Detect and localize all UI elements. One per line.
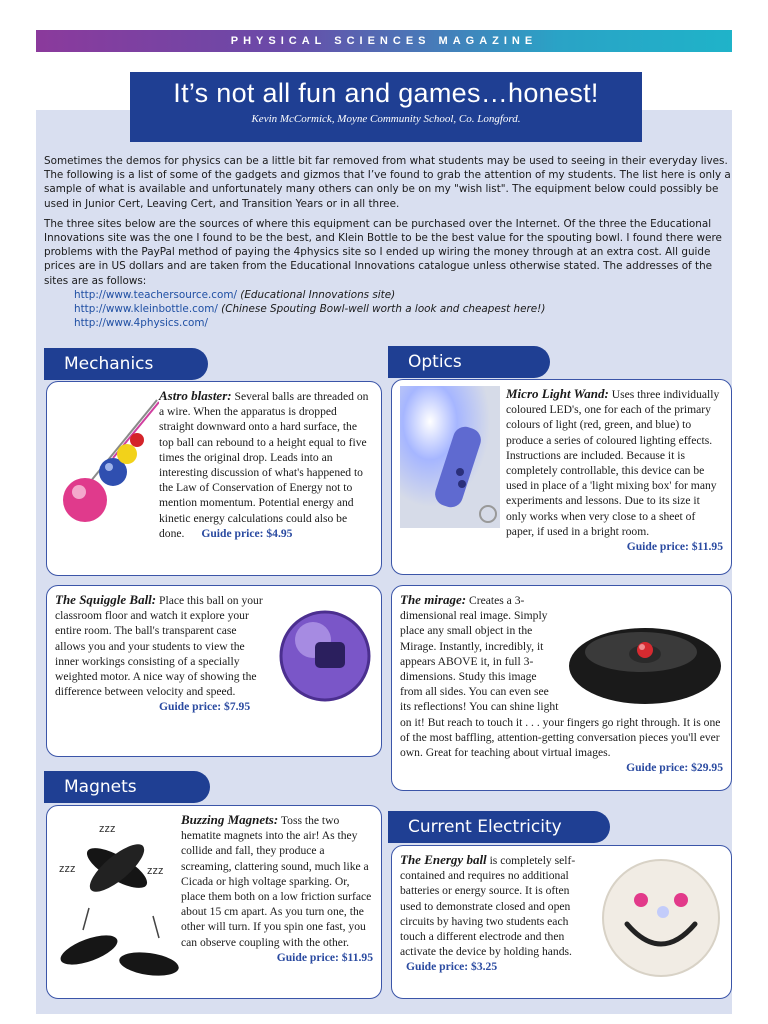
intro-paragraph-1: Sometimes the demos for physics can be a little bit far removed from what students may be used to seeing in their everyday lives. The following is a list of some of the gadgets and gizmos that I’ve found to grab the attention of my students. The list here is only a sample of what is available and unfortunately many others can only be on my "wish list". The equipment below could possibly be used in Junior Cert, Leaving Cert, and Transition Years or in all three. (44, 155, 731, 210)
link-teachersource[interactable]: http://www.teachersource.com/ (74, 288, 237, 301)
article-title: It’s not all fun and games…honest! (173, 78, 599, 108)
astro-blaster-name: Astro blaster: (159, 388, 232, 403)
link-note: (Chinese Spouting Bowl-well worth a look and cheapest here!) (221, 303, 546, 316)
intro-paragraph-2: The three sites below are the sources of where this equipment can be purchased over the Internet. Of the three the Educational Innovations site was the one I found to be the best, and Klein Bottle to be the best value for the spouting bowl. I found there were problems with the PayPal method of paying the 4physics site so I ended up wiring the money through at an extra cost. All guide prices are in US dollars and are taken from the Educational Innovations catalogue unless otherwise stated. The addresses of the sites are as follows: (44, 217, 722, 287)
light-wand-price: Guide price: $11.95 (626, 540, 723, 554)
link-4physics[interactable]: http://www.4physics.com/ (74, 317, 209, 330)
zzz-label: zzz (99, 823, 116, 835)
astro-blaster-text: Several balls are threaded on a wire. When the apparatus is dropped straight downward onto a hard surface, the top ball can rebound to a height equal to five times the original drop. Leads into an interesting discussion of what's happened to the Law of Conservation of Energy not to mention momentum. Potential energy and kinetic energy calculations could also be done. (159, 390, 369, 540)
squiggle-ball-price: Guide price: $7.95 (159, 700, 251, 714)
card-mirage (391, 585, 732, 791)
mirage-photo (563, 610, 723, 710)
magazine-banner: PHYSICAL SCIENCES MAGAZINE (36, 30, 732, 52)
section-magnets: Magnets (44, 771, 210, 803)
zzz-label: zzz (59, 863, 76, 875)
card-buzzing-magnets (46, 805, 382, 999)
card-micro-light-wand (391, 379, 732, 575)
intro-text (44, 154, 734, 330)
title-box (130, 72, 642, 142)
buzzing-magnets-name: Buzzing Magnets: (181, 812, 279, 827)
squiggle-ball-name: The Squiggle Ball: (55, 592, 157, 607)
buzzing-magnets-price: Guide price: $11.95 (276, 950, 373, 964)
section-optics: Optics (388, 346, 550, 378)
section-mechanics: Mechanics (44, 348, 208, 380)
link-kleinbottle[interactable]: http://www.kleinbottle.com/ (74, 303, 218, 316)
astro-blaster-price: Guide price: $4.95 (201, 526, 293, 540)
mirage-price: Guide price: $29.95 (626, 761, 723, 775)
squiggle-ball-photo (273, 600, 373, 710)
site-links (74, 288, 734, 331)
zzz-label: zzz (147, 865, 164, 877)
energy-ball-photo (599, 852, 723, 982)
astro-blaster-photo (55, 388, 159, 548)
energy-ball-text: is completely self-contained and requires no additional batteries or energy source. It is often used to demonstrate closed and open circuits by having two students each touch a different electrode and then activate the device by holding hands. (400, 854, 576, 959)
section-current-electricity: Current Electricity (388, 811, 610, 843)
card-energy-ball (391, 845, 732, 999)
card-astro-blaster (46, 381, 382, 576)
buzzing-magnets-text: Toss the two hematite magnets into the air! As they collide and fall, they produce a screaming, clattering sound, much like a Cicada or high voltage sparking. Or, place them both on a low friction surface about 15 cm apart. As you turn one, the other will turn. If you spin one fast, you can observe coupling with the other. (181, 814, 372, 949)
card-squiggle-ball (46, 585, 382, 757)
energy-ball-price: Guide price: $3.25 (406, 960, 498, 974)
light-wand-text: Uses three individually coloured LED's, one for each of the primary colours of light (red, green, and blue) to produce a series of coloured lighting effects. Instructions are included. Because it is completely controllable, this device can be used in place of a 'light mixing box' for many experiments and lessons. Due to its size it only works when very close to a sheet of paper, if used in a bright room. (506, 388, 720, 538)
article-author: Kevin McCormick, Moyne Community School, Co. Longford. (251, 113, 521, 125)
link-note: (Educational Innovations site) (240, 288, 396, 301)
light-wand-name: Micro Light Wand: (506, 386, 609, 401)
energy-ball-name: The Energy ball (400, 852, 487, 867)
mirage-text: Creates a 3-dimensional real image. Simply place any small object in the Mirage. Instantly, incredibly, it appears ABOVE it, in full 3-dimensions. Study this image from all sides. You can even see its reflections! You can shine light on it! But reach to touch it . . . your fingers go right through. It is one of the most baffling, attention-getting conversation pieces you'll ever own. Great for teaching about virtual images. (400, 594, 721, 760)
squiggle-ball-text: Place this ball on your classroom floor and watch it explore your entire room. The ball's transparent case allows you and your students to view the inner workings consisting of a specially weighted motor. A nice way of showing the difference between velocity and speed. (55, 594, 263, 699)
mirage-name: The mirage: (400, 592, 467, 607)
buzzing-magnets-photo (55, 812, 181, 988)
light-wand-photo (400, 386, 500, 528)
